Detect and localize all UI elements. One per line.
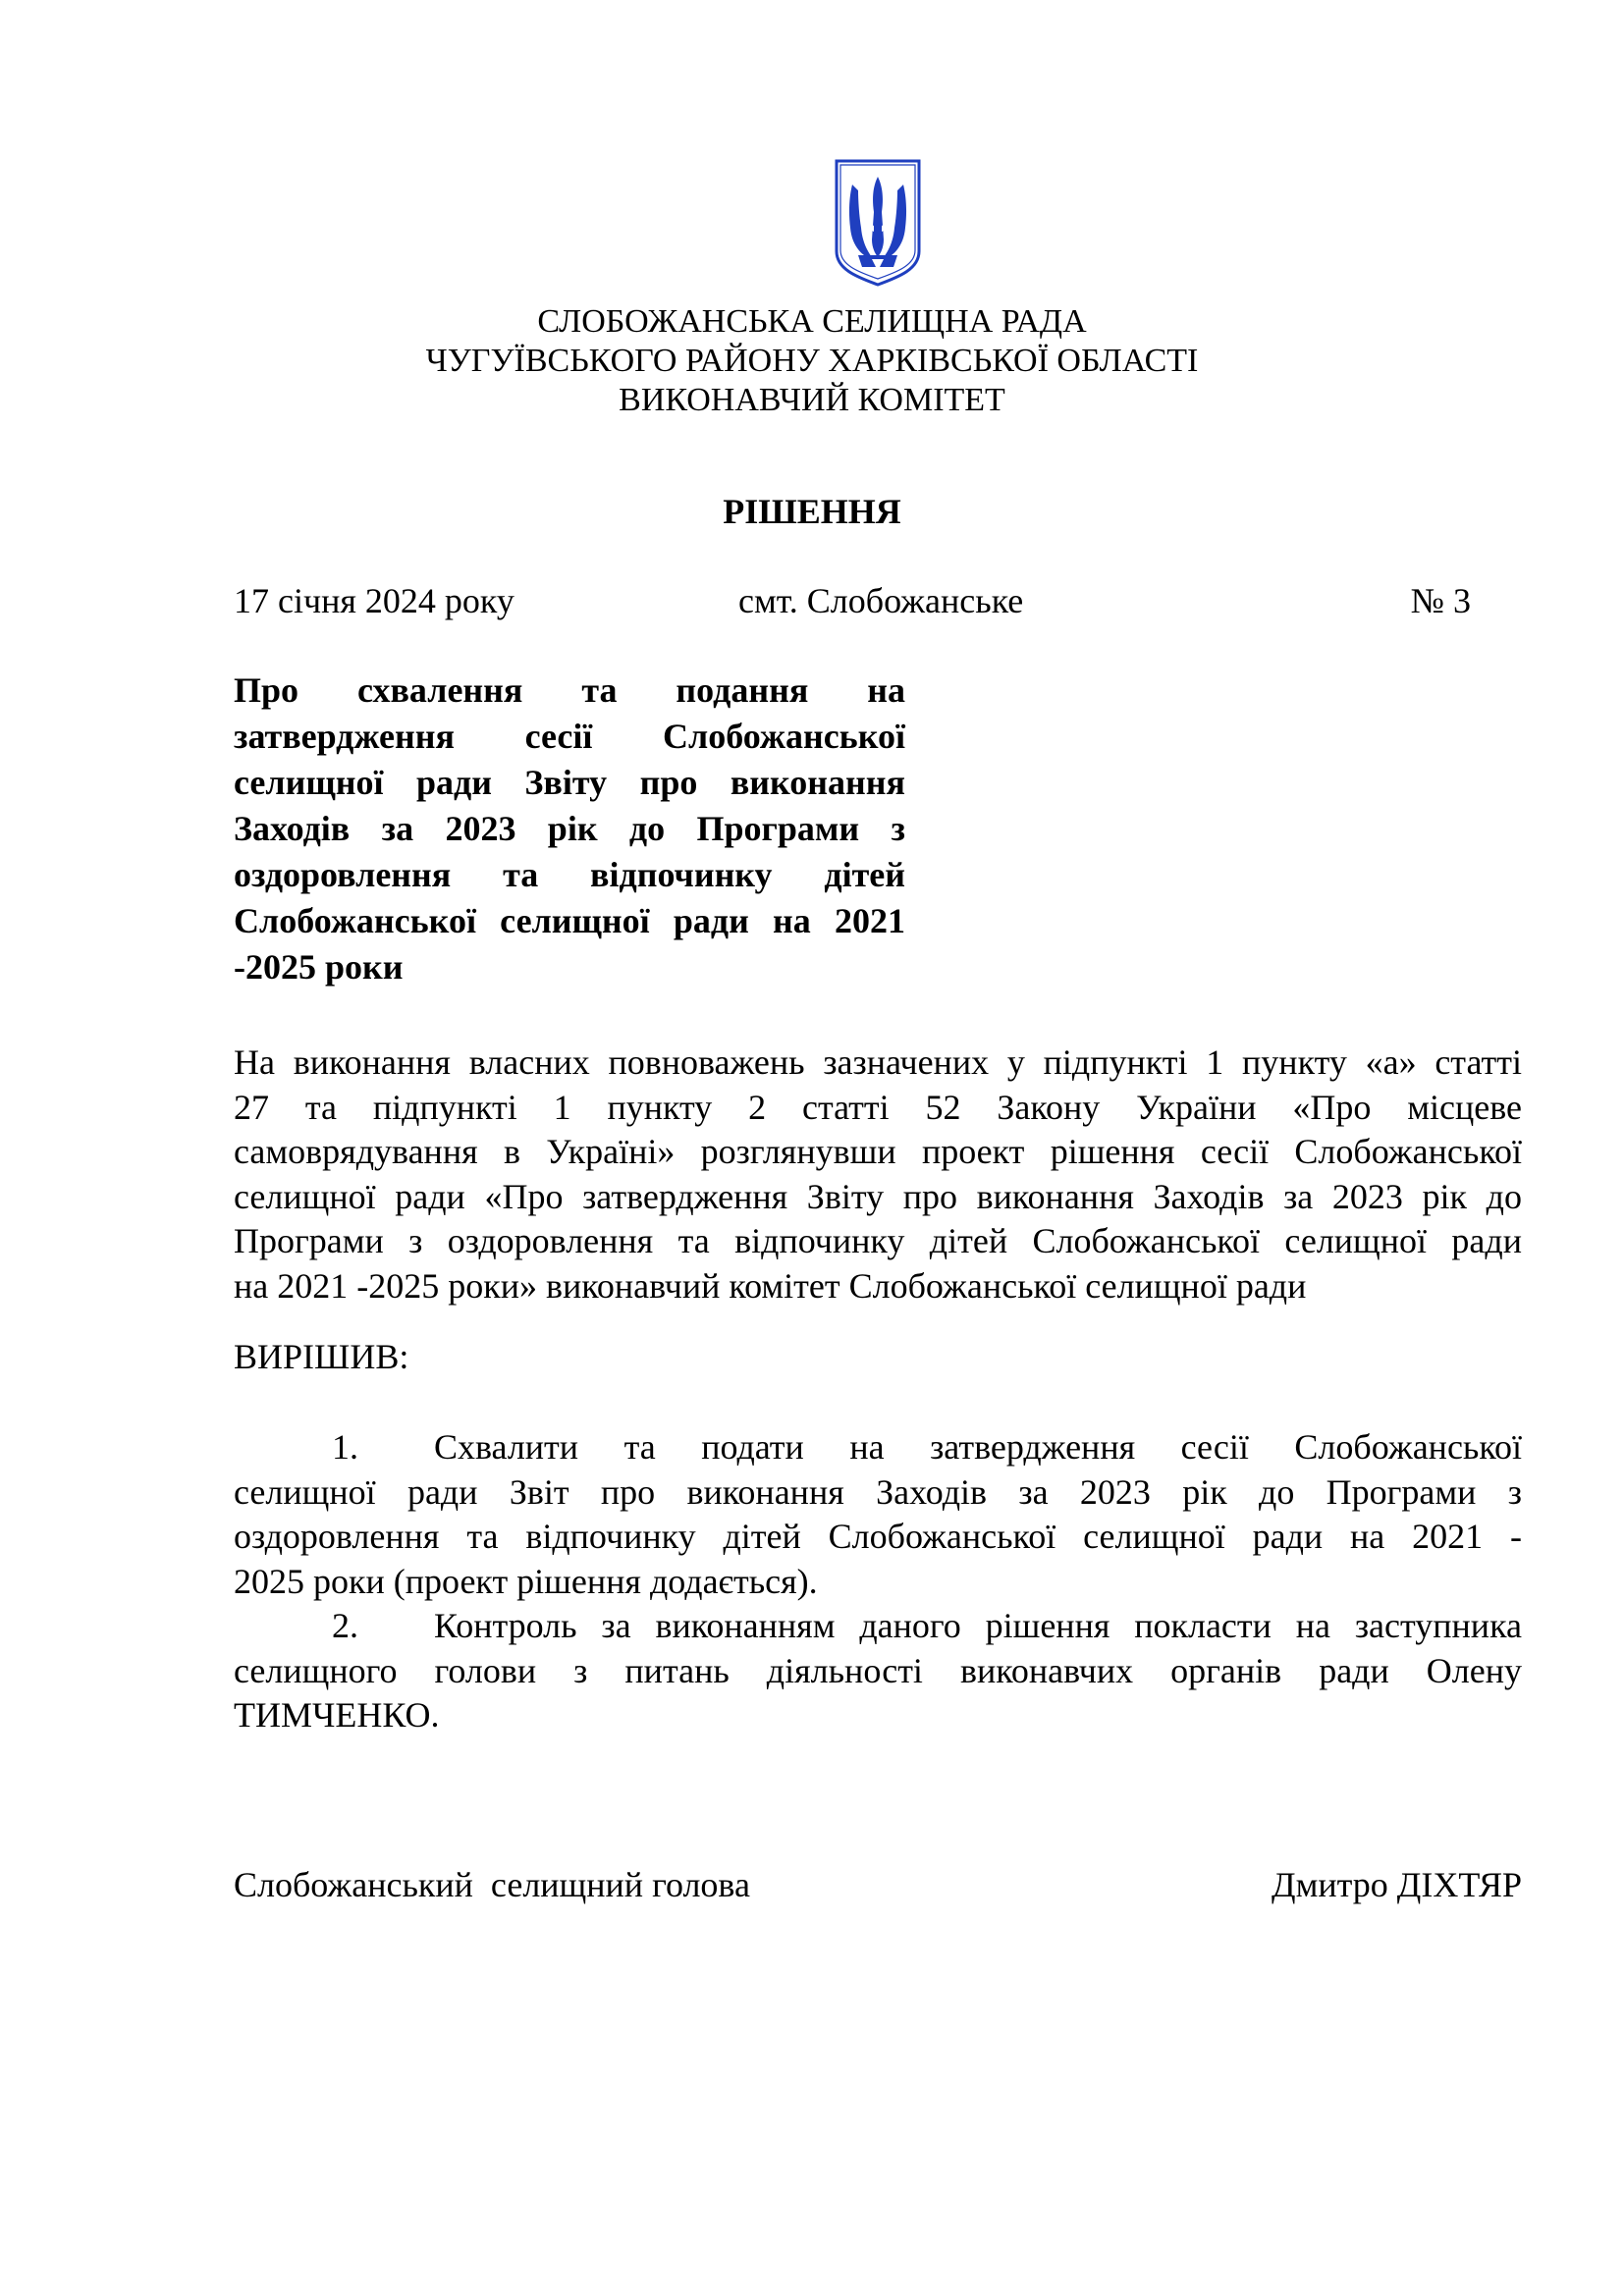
preamble-line: На виконання власних повноважень зазначених у підпункті 1 пункту «а» статті <box>234 1042 1522 1082</box>
signature-block <box>234 1863 1522 1906</box>
council-name: СЛОБОЖАНСЬКА СЕЛИЩНА РАДА <box>537 303 1087 340</box>
item-line: оздоровлення та відпочинку дітей Слобожанської селищної ради на 2021 - <box>234 1517 1522 1556</box>
item-text: Контроль за виконанням даного рішення покласти на заступника <box>434 1606 1522 1645</box>
item-line: ТИМЧЕНКО. <box>234 1695 440 1735</box>
document-date: 17 січня 2024 року <box>234 581 514 620</box>
committee-name: ВИКОНАВЧИЙ КОМІТЕТ <box>619 382 1005 418</box>
ukraine-trident-icon <box>833 157 923 287</box>
item-number: 1. <box>332 1427 358 1467</box>
signatory-position: Слобожанський селищний голова <box>234 1865 750 1904</box>
item-line: селищного голови з питань діяльності виконавчих органів ради Олену <box>234 1650 1522 1690</box>
item-first-line <box>234 1604 1522 1649</box>
document-dateline <box>234 579 1471 622</box>
preamble-line: на 2021 -2025 роки» виконавчий комітет Слобожанської селищної ради <box>234 1265 1307 1306</box>
decision-item <box>234 1604 1522 1738</box>
document-title: РІШЕННЯ <box>723 492 901 531</box>
preamble-line: селищної ради «Про затвердження Звіту про виконання Заходів за 2023 рік до <box>234 1176 1522 1216</box>
item-text: Схвалити та подати на затвердження сесії Слобожанської <box>434 1427 1522 1467</box>
preamble-line: самоврядування в Україні» розглянувши проект рішення сесії Слобожанської <box>234 1132 1522 1171</box>
item-first-line <box>234 1425 1522 1470</box>
item-line: селищної ради Звіт про виконання Заходів за 2023 рік до Програми з <box>234 1471 1522 1512</box>
subject-line: оздоровлення та відпочинку дітей <box>234 855 905 894</box>
subject-line: Заходів за 2023 рік до Програми з <box>234 809 905 848</box>
signatory-name: Дмитро ДІХТЯР <box>1272 1865 1522 1904</box>
document-subject <box>234 667 905 990</box>
document-place: смт. Слобожанське <box>738 581 1024 620</box>
preamble-line: Програми з оздоровлення та відпочинку дітей Слобожанської селищної ради <box>234 1221 1522 1260</box>
subject-line: -2025 роки <box>234 947 404 987</box>
resolved-heading: ВИРІШИВ: <box>234 1337 409 1376</box>
subject-line: Про схвалення та подання на <box>234 670 905 710</box>
decision-item <box>234 1425 1522 1604</box>
document-preamble <box>234 1041 1522 1308</box>
subject-line: затвердження сесії Слобожанської <box>234 717 905 756</box>
subject-line: селищної ради Звіту про виконання <box>234 763 905 802</box>
subject-line: Слобожанської селищної ради на 2021 <box>234 901 905 940</box>
document-number: № 3 <box>1410 581 1471 620</box>
item-number: 2. <box>332 1606 358 1645</box>
council-header <box>0 302 1624 420</box>
decision-items <box>234 1425 1522 1738</box>
item-line: 2025 роки (проект рішення додається). <box>234 1561 818 1601</box>
district-name: ЧУГУЇВСЬКОГО РАЙОНУ ХАРКІВСЬКОЇ ОБЛАСТІ <box>425 343 1199 379</box>
preamble-line: 27 та підпункті 1 пункту 2 статті 52 Закону України «Про місцеве <box>234 1087 1522 1127</box>
